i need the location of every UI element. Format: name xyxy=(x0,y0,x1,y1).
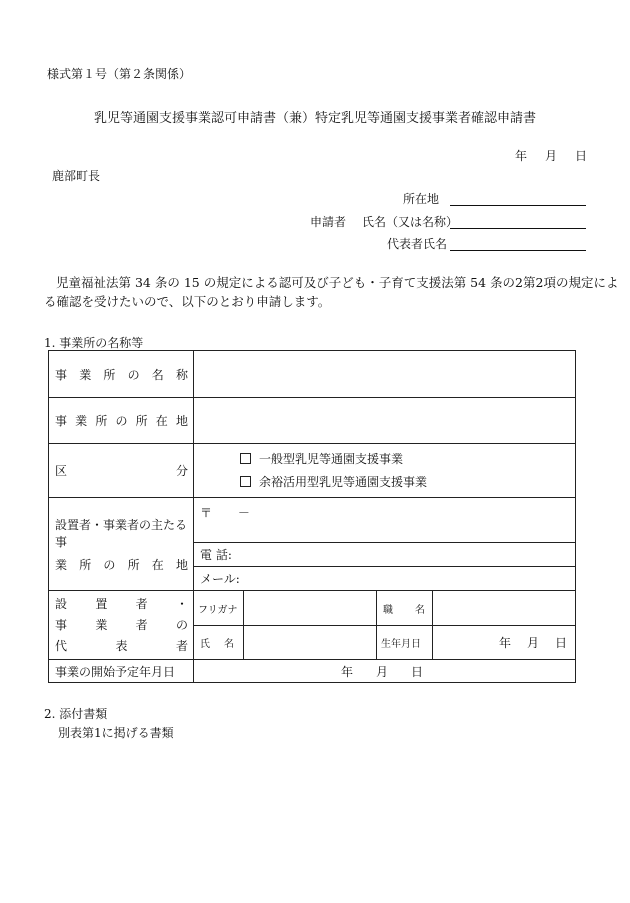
checkbox-icon[interactable] xyxy=(240,476,251,487)
founder-email-field[interactable] xyxy=(194,567,576,591)
birthdate-label: 生年月日 xyxy=(377,626,433,660)
rep-name-label: 氏 名 xyxy=(194,626,244,660)
founder-postal-field[interactable] xyxy=(194,498,576,543)
applicant-address-label: 所在地 xyxy=(403,192,440,206)
applicant-address-field[interactable] xyxy=(450,205,586,206)
office-address-label: 事 業 所 の 所 在 地 xyxy=(49,398,194,444)
phone-label: 電 話: xyxy=(200,548,232,562)
category-option-surplus[interactable]: 余裕活用型乳児等通園支援事業 xyxy=(240,471,575,494)
form-number: 様式第１号（第２条関係） xyxy=(47,67,192,81)
start-date-field[interactable]: 年 月 日 xyxy=(194,660,576,683)
rep-name-field[interactable] xyxy=(244,626,377,660)
attachment-text: 別表第1に掲げる書類 xyxy=(58,726,174,740)
applicant-rep-label: 代表者氏名 xyxy=(387,237,448,251)
section2-heading: 2. 添付書類 xyxy=(44,707,108,721)
office-info-table xyxy=(48,350,576,683)
email-label: メール: xyxy=(200,572,240,586)
category-label: 区 分 xyxy=(49,444,194,498)
applicant-name-field[interactable] xyxy=(450,228,586,229)
date-year-label: 年 xyxy=(515,149,528,163)
body-text-line2: る確認を受けたいので、以下のとおり申請します。 xyxy=(44,294,331,309)
date-line xyxy=(515,147,587,164)
table-row xyxy=(49,398,576,444)
postal-mark: 〒 xyxy=(200,506,213,520)
office-name-field[interactable] xyxy=(194,351,576,398)
office-address-field[interactable] xyxy=(194,398,576,444)
table-row xyxy=(49,444,576,498)
checkbox-icon[interactable] xyxy=(240,453,251,464)
category-option-general[interactable]: 一般型乳児等通園支援事業 xyxy=(240,448,575,471)
body-text-line1: 児童福祉法第 34 条の 15 の規定による認可及び子ども・子育て支援法第 54 条の2第2項の規定によ xyxy=(56,275,619,290)
date-month-label: 月 xyxy=(544,149,557,163)
date-day-label: 日 xyxy=(574,149,587,163)
table-row xyxy=(49,351,576,398)
founder-phone-field[interactable] xyxy=(194,543,576,567)
addressee: 鹿部町長 xyxy=(52,169,101,183)
table-row xyxy=(49,498,576,543)
office-name-label: 事 業 所 の 名 称 xyxy=(49,351,194,398)
postal-dash: － xyxy=(237,506,250,520)
founder-address-label: 設置者・事業者の主たる事 業 所 の 所 在 地 xyxy=(49,498,194,591)
furigana-label: フリガナ xyxy=(194,591,244,626)
representative-label: 設 置 者 ・ 事 業 者 の 代 表 者 xyxy=(49,591,194,660)
applicant-name-label: 氏名（又は名称） xyxy=(362,215,459,229)
birthdate-field[interactable]: 年 月 日 xyxy=(433,626,576,660)
table-row xyxy=(49,660,576,683)
position-label: 職 名 xyxy=(377,591,433,626)
section1-heading: 1. 事業所の名称等 xyxy=(44,336,144,350)
position-field[interactable] xyxy=(433,591,576,626)
document-title: 乳児等通園支援事業認可申請書（兼）特定乳児等通園支援事業者確認申請書 xyxy=(93,111,536,126)
furigana-field[interactable] xyxy=(244,591,377,626)
table-row xyxy=(49,591,576,626)
start-date-label: 事業の開始予定年月日 xyxy=(49,660,194,683)
category-options xyxy=(194,444,576,498)
applicant-rep-field[interactable] xyxy=(450,250,586,251)
applicant-role-label: 申請者 xyxy=(310,215,347,229)
